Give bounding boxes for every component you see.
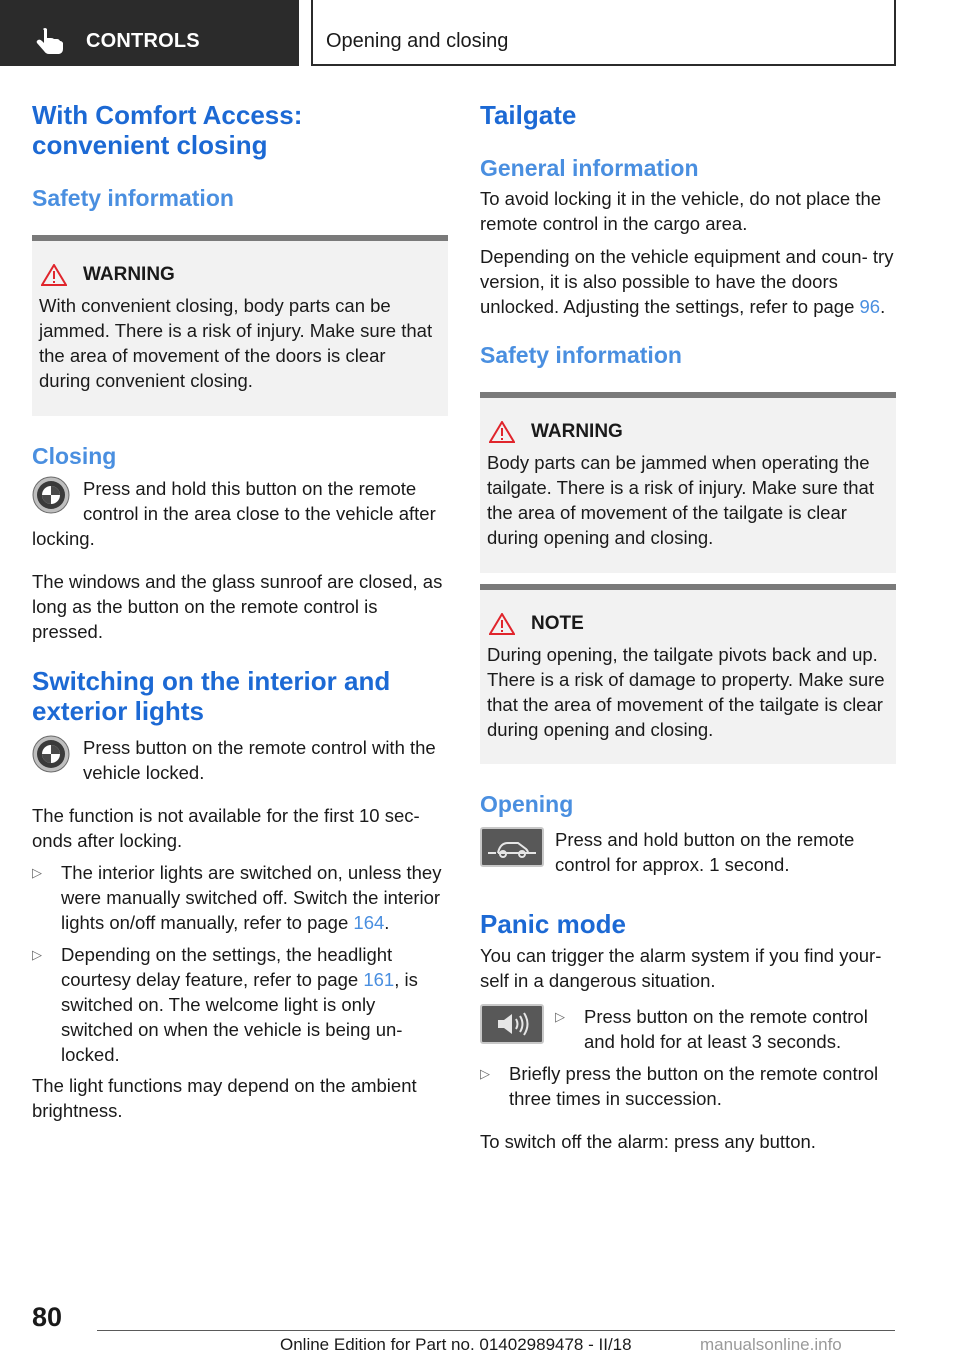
closing-paragraph: The windows and the glass sunroof are closed, as long as the button on the remote control is pressed. bbox=[32, 571, 443, 642]
closing-continued: locking. bbox=[32, 528, 95, 549]
closing-button-text: Press and hold this button on the remote control in the area close to the vehicle after bbox=[83, 478, 436, 524]
note-text: During opening, the tailgate pivots back and up. There is a risk of damage to property. Make sure that the area of movement of the tailgate is clear during opening and closing. bbox=[487, 644, 885, 740]
list-item bbox=[555, 1004, 896, 1054]
closing-button-row bbox=[32, 476, 448, 526]
warning-title-text: WARNING bbox=[531, 421, 623, 442]
watermark: manualsonline.info bbox=[700, 1335, 842, 1354]
edition-text: Online Edition for Part no. 01402989478 - II/18 bbox=[280, 1335, 632, 1354]
hand-pointer-icon bbox=[34, 27, 66, 55]
right-column bbox=[480, 100, 896, 1154]
list-item bbox=[480, 1061, 896, 1111]
bullet-triangle-icon: ▷ bbox=[32, 865, 42, 880]
page-link[interactable]: 161 bbox=[363, 969, 395, 990]
warning-box-left bbox=[32, 235, 448, 416]
chapter-tab bbox=[311, 0, 896, 66]
lights-paragraph: The function is not available for the first 10 sec‐ onds after locking. bbox=[32, 805, 420, 851]
chapter-label: Opening and closing bbox=[326, 30, 509, 52]
safety-heading-right: Safety information bbox=[480, 342, 682, 368]
bullet-triangle-icon: ▷ bbox=[480, 1066, 490, 1081]
general-paragraph-2: Depending on the vehicle equipment and coun‐ try version, it is also possible to have the doors unlocked. Adjusting the settings, refer to page 96. bbox=[480, 246, 894, 317]
footer-divider bbox=[97, 1330, 895, 1331]
page-header bbox=[0, 0, 960, 66]
panic-button-row bbox=[480, 1004, 896, 1054]
warning-text: Body parts can be jammed when operating the tailgate. There is a risk of injury. Make sure that the area of movement of the tailgate is clear during opening and closing. bbox=[487, 452, 874, 548]
car-tailgate-icon bbox=[482, 829, 542, 865]
section-tab bbox=[0, 0, 299, 66]
panic-button-icon bbox=[480, 1004, 544, 1044]
lights-button-row bbox=[32, 735, 448, 785]
warning-title bbox=[39, 263, 438, 287]
bullet-triangle-icon: ▷ bbox=[32, 947, 42, 962]
safety-heading-left: Safety information bbox=[32, 185, 234, 211]
page-number: 80 bbox=[32, 1302, 63, 1332]
bullet-text: Press button on the remote control and hold for at least 3 seconds. bbox=[584, 1006, 868, 1052]
tailgate-button-icon bbox=[480, 827, 544, 867]
list-item bbox=[32, 860, 448, 935]
warning-triangle-icon bbox=[489, 421, 515, 443]
opening-button-text: Press and hold button on the remote control for approx. 1 second. bbox=[555, 829, 855, 875]
note-box bbox=[480, 584, 896, 764]
panic-closing-paragraph: To switch off the alarm: press any button. bbox=[480, 1131, 816, 1152]
lights-button-text: Press button on the remote control with the vehicle locked. bbox=[83, 737, 436, 783]
panic-mode-heading: Panic mode bbox=[480, 909, 626, 939]
general-info-heading: General information bbox=[480, 155, 699, 181]
warning-triangle-icon bbox=[41, 264, 67, 286]
comfort-access-heading: With Comfort Access: convenient closing bbox=[32, 100, 303, 160]
bmw-logo-button-icon bbox=[32, 476, 70, 514]
tailgate-heading: Tailgate bbox=[480, 100, 577, 130]
warning-triangle-icon bbox=[489, 613, 515, 635]
bullet-text: The interior lights are switched on, unless they were manually switched off. Switch the interior lights on/off manually, refer to page 164. bbox=[61, 862, 442, 933]
general-paragraph-1: To avoid locking it in the vehicle, do not place the remote control in the cargo area. bbox=[480, 188, 882, 234]
warning-title-text: WARNING bbox=[83, 264, 175, 285]
note-title-text: NOTE bbox=[531, 613, 584, 634]
lights-closing-paragraph: The light functions may depend on the ambient brightness. bbox=[32, 1075, 417, 1121]
warning-box-right bbox=[480, 392, 896, 573]
page-link[interactable]: 164 bbox=[353, 912, 385, 933]
section-label: CONTROLS bbox=[86, 30, 200, 52]
bullet-text: Depending on the settings, the headlight courtesy delay feature, refer to page 161, is switched on. The welcome light is only switched on when the vehicle is being un‐ locked. bbox=[61, 944, 418, 1065]
horn-sound-icon bbox=[482, 1006, 542, 1042]
lights-heading: Switching on the interior and exterior lights bbox=[32, 666, 391, 726]
warning-title bbox=[487, 420, 886, 444]
warning-text: With convenient closing, body parts can be jammed. There is a risk of injury. Make sure that the area of movement of the doors is clear during convenient closing. bbox=[39, 295, 433, 391]
panic-paragraph: You can trigger the alarm system if you find your‐ self in a dangerous situation. bbox=[480, 945, 882, 991]
bmw-logo-button-icon bbox=[32, 735, 70, 773]
list-item bbox=[32, 942, 448, 1067]
bullet-text: Briefly press the button on the remote control three times in succession. bbox=[509, 1063, 879, 1109]
opening-button-row bbox=[480, 827, 896, 877]
page-link[interactable]: 96 bbox=[859, 296, 881, 317]
note-title bbox=[487, 612, 886, 636]
closing-heading: Closing bbox=[32, 443, 117, 469]
left-column bbox=[32, 100, 448, 1123]
bullet-triangle-icon: ▷ bbox=[555, 1009, 565, 1024]
opening-heading: Opening bbox=[480, 791, 574, 817]
